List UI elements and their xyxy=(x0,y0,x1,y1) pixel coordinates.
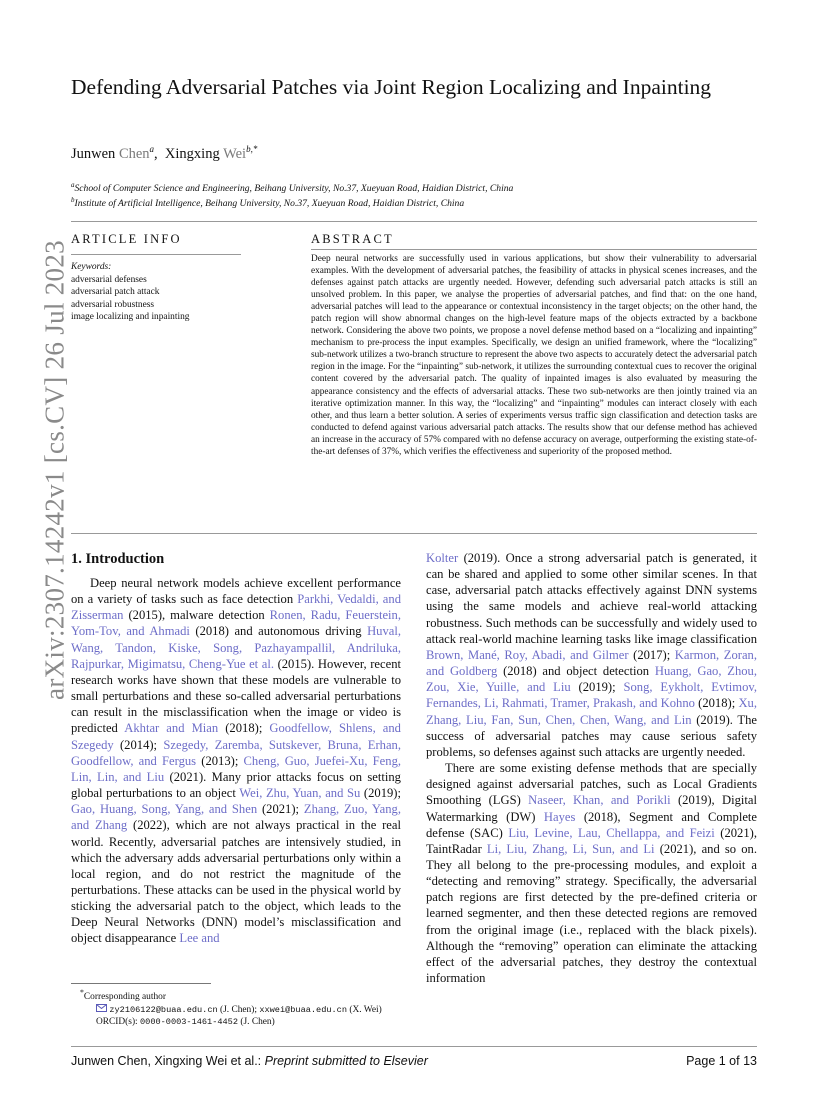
arxiv-identifier: arXiv:2307.14242v1 [cs.CV] 26 Jul 2023 xyxy=(39,240,70,700)
footer-divider xyxy=(71,1046,757,1047)
footnote-label: Corresponding author xyxy=(83,992,166,1003)
footnote-corresponding xyxy=(80,987,410,1004)
orcid-label: ORCID(s): xyxy=(96,1016,141,1027)
section-heading-introduction: 1. Introduction xyxy=(71,551,165,567)
keyword-item: adversarial robustness xyxy=(71,299,155,310)
footnote-emails xyxy=(80,1004,410,1017)
article-info-divider xyxy=(71,254,241,255)
author-first-name: Xingxing xyxy=(164,145,220,162)
citation-link[interactable]: Brown, Mané, Roy, Abadi, and Gilmer xyxy=(426,647,629,662)
abstract-divider xyxy=(311,249,757,250)
citation-link[interactable]: Ronen, Radu, Feuerstein, Yom-Tov, and Ahmadi xyxy=(71,608,401,639)
citation-link[interactable]: Goodfellow, Shlens, and Szegedy xyxy=(71,721,401,752)
text-run: There are some existing defense methods that are specially designed against adversarial patches, such as Local Gradients Smoothing (LGS) xyxy=(426,761,757,808)
keywords-label: Keywords: xyxy=(71,262,112,272)
author-last-name[interactable]: Wei xyxy=(223,145,247,162)
orcid-owner: (J. Chen) xyxy=(238,1016,275,1027)
author-list: Junwen Chen$^a$, Xingxing Wei$^{b,*}$ xyxy=(71,144,258,162)
paper-title: Defending Adversarial Patches via Joint Region Localizing and Inpainting xyxy=(71,75,712,99)
citation-link[interactable]: Zhang, Zuo, Yang, and Zhang xyxy=(71,802,401,833)
text-run: (2015). However, recent research works have shown that these models are vulnerable to small perturbations and these so-called adversarial perturbations can result in the misclassification when the image or video is predicted xyxy=(71,656,401,736)
abstract-text: Deep neural networks are successfully used in various applications, but show their vulnerability to adversarial examples. With the development of adversarial patches, the feasibility of attacks in physical scenes increases, and the defenses against patch attacks are urgently needed. However, defending such adversarial patch attacks is still an unsolved problem. In this paper, we analyse the properties of adversarial patches, and find that: on the one hand, adversarial patches will lead to the appearance or contextual inconsistency in the target objects; on the other hand, the patch region will show abnormal changes on the high-level feature maps of the objects extracted by a backbone network. Considering the above two points, we propose a novel defense method based on a “localizing and inpainting” mechanism to pre-process the input examples. Specifically, we design an unified framework, where the “localizing” sub-network utilizes a two-branch structure to represent the above two aspects to accurately detect the adversarial patch region in the image. For the “inpainting” sub-network, it utilizes the surrounding contextual cues to recover the original content covered by the adversarial patch. The quality of inpainted images is also evaluated by measuring the appearance consistency and the effects of adversarial attacks. These two sub-networks are then jointly trained via an iterative optimization manner. In this way, the “localizing” and “inpainting” modules can interact closely with each other, and thus learn a better solution. A series of experiments versus traffic sign classification and detection tasks are conducted to defend against various adversarial patch attacks. The results show that our defense method has achieved an increase in the accuracy of 57% compared with no defense accuracy on average, outperforming the existing state-of-the-art defenses of 37%, which verifies the effectiveness and superiority of the proposed method. xyxy=(311,254,757,457)
text-run: (2021), and so on. They all belong to the pre-processing modules, and exploit a “detecting and removing” strategy. Specifically, the adversarial patch regions are first detected by the pre-defined criteria or learned segmenter, and then these detected regions are removed from the original image (i.e., replaced with the black pixels). Although the “removing” operation can eliminate the attacking effect of the adversarial patches, they destroy the contextual information xyxy=(426,841,757,986)
intro-right-column xyxy=(426,550,757,986)
citation-link[interactable]: Karmon, Zoran, and Goldberg xyxy=(426,647,757,679)
footnote xyxy=(80,987,410,1029)
text-run: (2013); xyxy=(196,753,244,768)
keywords-block xyxy=(71,261,189,324)
footnote-mark: * xyxy=(80,988,84,997)
email-owner: (J. Chen); xyxy=(217,1004,260,1015)
keyword-item: image localizing and inpainting xyxy=(71,312,190,323)
text-run: (2018), Segment and Complete defense (SAC) xyxy=(426,809,757,840)
citation-link[interactable]: Cheng, Guo, Juefei-Xu, Feng, Lin, Lin, and Liu xyxy=(71,753,402,784)
paragraph xyxy=(426,760,757,986)
footer-authors: Junwen Chen, Xingxing Wei et al.: xyxy=(71,1054,265,1068)
paragraph xyxy=(71,575,401,947)
text-run: (2021); xyxy=(257,802,304,817)
footer-preprint: Preprint submitted to Elsevier xyxy=(264,1054,428,1068)
affil-mark: a xyxy=(71,181,75,189)
citation-link[interactable]: Hayes xyxy=(543,809,576,824)
author-affil-mark: a xyxy=(149,144,155,154)
citation-link[interactable]: Kolter xyxy=(426,551,459,565)
paragraph xyxy=(426,550,757,760)
email-link[interactable]: zy2106122@buaa.edu.cn xyxy=(109,1004,218,1015)
page-number: Page 1 of 13 xyxy=(686,1054,757,1068)
affiliation-a xyxy=(71,181,513,194)
footer-left xyxy=(71,1054,428,1068)
text-run: (2018); xyxy=(694,696,739,711)
text-run: (2019); xyxy=(570,680,624,695)
header-divider xyxy=(71,221,757,222)
text-run: (2017); xyxy=(628,647,675,662)
text-run: (2015), malware detection xyxy=(123,608,270,623)
author-affil-mark: b,* xyxy=(246,144,258,154)
abstract-bottom-divider xyxy=(71,533,757,534)
citation-link[interactable]: Liu, Levine, Lau, Chellappa, and Feizi xyxy=(508,825,715,840)
citation-link[interactable]: Parkhi, Vedaldi, and Zisserman xyxy=(71,592,401,623)
citation-link[interactable]: Lee and xyxy=(179,931,220,946)
text-run: (2019). The success of adversarial patches may cause serious safety problems, so defenses against such attacks are urgently needed. xyxy=(426,712,757,759)
text-run: Deep neural network models achieve excellent performance on a variety of tasks such as face detection xyxy=(71,576,401,607)
text-run: (2021), TaintRadar xyxy=(426,825,757,856)
intro-left-column xyxy=(71,575,401,947)
citation-link[interactable]: Huval, Wang, Tandon, Kiske, Song, Pazhayampallil, Andriluka, Rajpurkar, Migimatsu, Cheng-Yue et al. xyxy=(71,624,401,671)
text-run: (2022), which are not always practical in the real world. Recently, adversarial patches are intensively studied, in which the adversary adds adversarial perturbations only within a local region, and do not restrict the magnitude of the perturbations. These attacks can be used in the physical world by sticking the adversarial patch to the object, which leads to the Deep Neural Networks (DNN) model’s misclassification and object disappearance xyxy=(71,818,401,946)
citation-link[interactable]: Gao, Huang, Song, Yang, and Shen xyxy=(71,802,258,817)
citation-link[interactable]: Song, Eykholt, Evtimov, Fernandes, Li, Rahmati, Tramer, Prakash, and Kohno xyxy=(426,680,757,711)
author-last-name[interactable]: Chen xyxy=(118,145,150,162)
citation-link[interactable]: Xu, Zhang, Liu, Fan, Sun, Chen, Chen, Wang, and Lin xyxy=(426,696,757,727)
text-run: (2019), Digital Watermarking (DW) xyxy=(426,793,757,824)
text-run: (2021). Many prior attacks focus on setting global perturbations to an object xyxy=(71,769,401,801)
text-run: (2019). Once a strong adversarial patch is generated, it can be shared and applied to some other similar scenes. In that case, adversarial patch attacks effectively against DNN systems using the same models and achieve real-world attacking robustness. Such methods can be successfully and widely used to attack real-world machine learning tasks like image classification xyxy=(426,551,757,646)
text-run: (2018); xyxy=(218,721,270,736)
affil-mark: b xyxy=(71,196,75,204)
citation-link[interactable]: Huang, Gao, Zhou, Zou, Xie, Yuille, and Liu xyxy=(426,664,757,695)
text-run: (2019); xyxy=(360,786,401,801)
envelope-icon xyxy=(96,1005,107,1015)
citation-link[interactable]: Naseer, Khan, and Porikli xyxy=(528,793,671,808)
keyword-item: adversarial patch attack xyxy=(71,287,160,298)
affiliation-b xyxy=(71,196,464,209)
text-run: (2014); xyxy=(113,737,164,752)
affil-text: Institute of Artificial Intelligence, Beihang University, No.37, Xueyuan Road, Haidian District, China xyxy=(74,198,465,210)
text-run: (2018) and object detection xyxy=(497,664,655,679)
footnote-orcid xyxy=(80,1017,410,1029)
citation-link[interactable]: Li, Liu, Zhang, Li, Sun, and Li xyxy=(486,841,655,856)
article-info-heading: ARTICLE INFO xyxy=(71,232,182,246)
email-link[interactable]: xxwei@buaa.edu.cn xyxy=(259,1004,347,1015)
orcid-link[interactable]: 0000-0003-1461-4452 xyxy=(140,1016,239,1027)
text-run: (2018) and autonomous driving xyxy=(189,624,368,639)
citation-link[interactable]: Akhtar and Mian xyxy=(124,721,219,736)
abstract-heading: ABSTRACT xyxy=(311,232,394,246)
email-owner: (X. Wei) xyxy=(347,1004,382,1015)
citation-link[interactable]: Szegedy, Zaremba, Sutskever, Bruna, Erhan, Goodfellow, and Fergus xyxy=(71,737,401,768)
footnote-divider xyxy=(71,983,211,984)
citation-link[interactable]: Wei, Zhu, Yuan, and Su xyxy=(239,786,361,801)
keyword-item: adversarial defenses xyxy=(71,274,147,285)
author-first-name: Junwen xyxy=(71,145,116,162)
affil-text: School of Computer Science and Engineering, Beihang University, No.37, Xueyuan Road, Haidian District, China xyxy=(74,183,514,195)
